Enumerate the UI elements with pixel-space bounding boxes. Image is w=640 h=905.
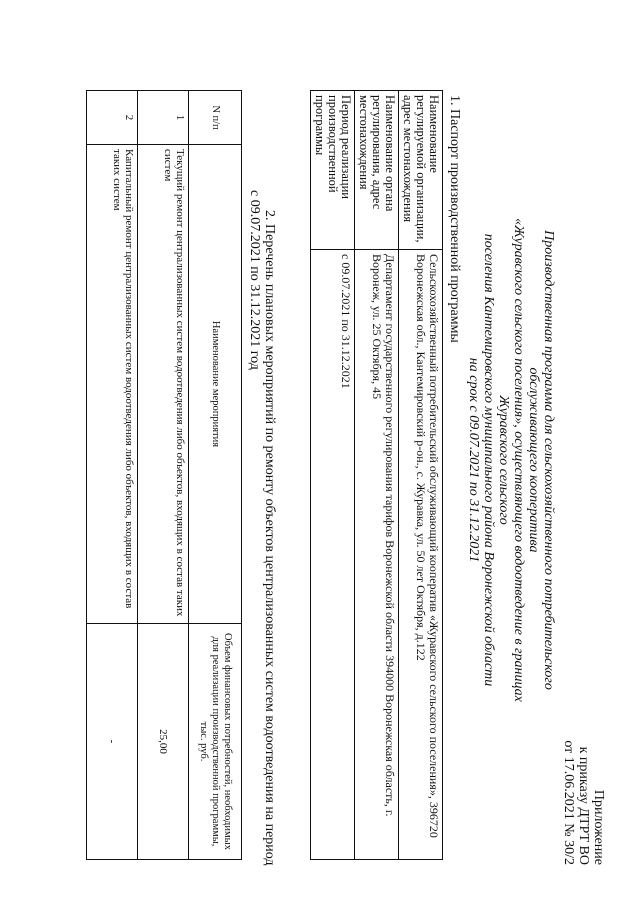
table-row [138,91,189,860]
passport-label: Наименование органа регулирования, адрес местонахождения [355,91,399,250]
table-row [311,91,355,860]
section2-heading: 2. Перечень плановых мероприятий по ремонту объектов централизованных систем водоотведения на период с 09.07.2021 по 31.12.2021 год [247,190,277,866]
title-line: Производственная программа для сельскохозяйственного потребительского обслуживающего кооператива [526,230,556,690]
table-row [399,91,443,860]
appendix-block [561,740,606,865]
measure-volume: 25,00 [138,624,189,860]
passport-value: с 09.07.2021 по 31.12.2021 [311,250,355,860]
measure-name: Капитальный ремонт централизованных систем водоотведения либо объектов, входящих в состав таких систем [87,145,138,624]
table-row [355,91,399,860]
row-number: 2 [87,91,138,145]
appendix-line: от 17.06.2021 № 30/2 [561,740,576,865]
passport-label: Период реализации производственной программы [311,91,355,250]
measure-volume: - [87,624,138,860]
column-header-volume: Объем финансовых потребностей, необходимых для реализации производственной программы, тыс. руб. [189,624,242,860]
appendix-line: Приложение [591,789,606,865]
passport-value: Сельскохозяйственный потребительский обслуживающий кооператив «Журавского сельского поселения», 396720 Воронежская обл., Кантемировский р-он., с. Журавка, ул. 50 лет Октября, д.122 [399,250,443,860]
column-header-num: N п/п [189,91,242,145]
table-row [87,91,138,860]
title-line: поселения Кантемировского муниципального района Воронежской области [481,233,496,687]
section1-heading: 1. Паспорт производственной программы [447,95,462,343]
program-title [466,200,556,720]
appendix-line: к приказу ДТРТ ВО [576,746,591,865]
measures-table [86,90,242,860]
passport-table [310,90,443,860]
table-header-row [189,91,242,860]
measure-name: Текущий ремонт централизованных систем водоотведения либо объектов, входящих в состав таких систем [138,145,189,624]
column-header-name: Наименование мероприятия [189,145,242,624]
passport-value: Департамент государственного регулирования тарифов Воронежской области 394000 Воронежская область, г. Воронеж, ул. 25 Октября, 45 [355,250,399,860]
row-number: 1 [138,91,189,145]
passport-label: Наименование регулируемой организации, адрес местонахождения [399,91,443,250]
title-line: на срок с 09.07.2021 по 31.12.2021 [466,357,481,563]
title-line: «Журавского сельского поселения», осуществляющего водоотведение в границах Журавского сельского [496,218,526,702]
